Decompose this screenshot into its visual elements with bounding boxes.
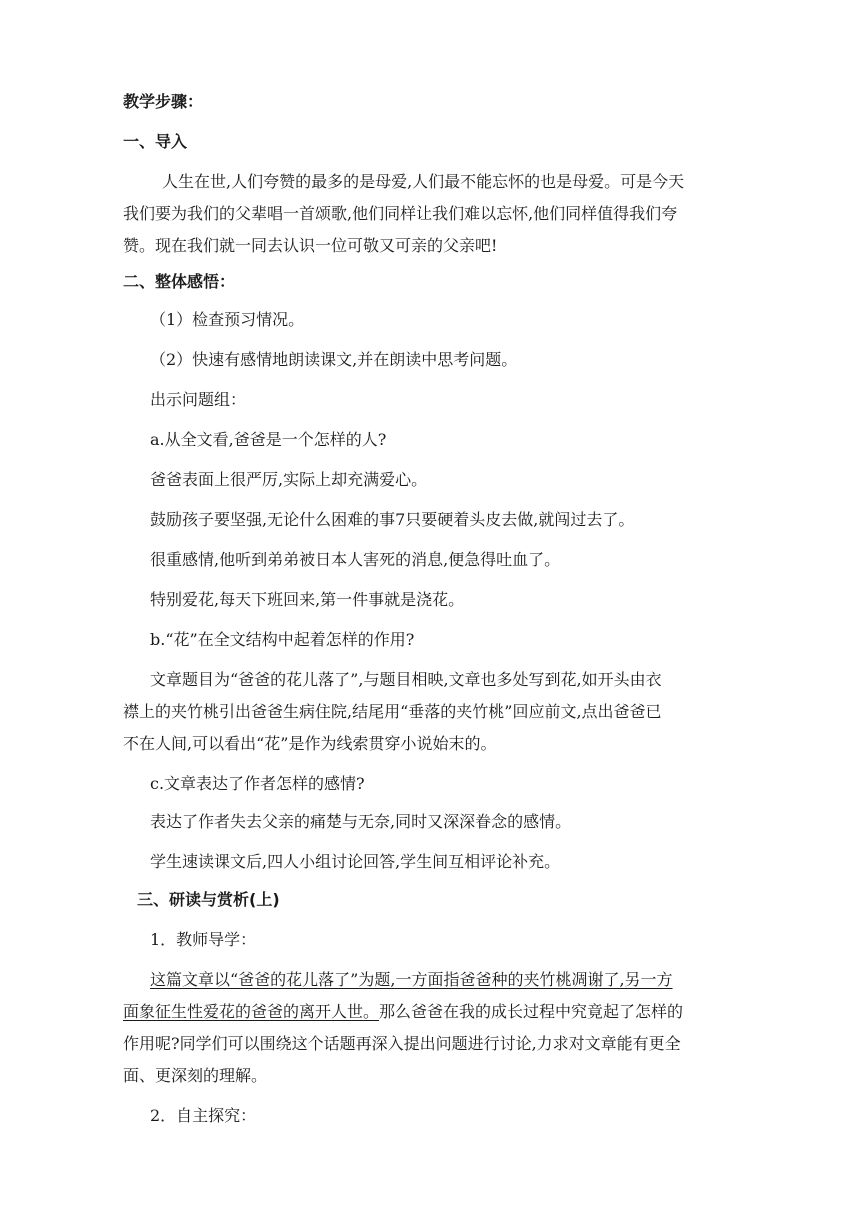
- section-3-title: 三、研读与赏析(上): [137, 890, 280, 909]
- step-2-self-exploration: 2．自主探究：: [150, 1106, 257, 1125]
- section-1-para-line-2: 我们要为我们的父辈唱一首颂歌,他们同样让我们难以忘怀,他们同样值得我们夸: [123, 204, 678, 223]
- section-1-para-line-1: 人生在世,人们夸赞的最多的是母爱,人们最不能忘怀的也是母爱。可是今天: [162, 172, 685, 191]
- question-c-answer: 表达了作者失去父亲的痛楚与无奈,同时又深深眷念的感情。: [150, 812, 572, 831]
- question-b-answer-line-2: 襟上的夹竹桃引出爸爸生病住院,结尾用“垂落的夹竹桃”回应前文,点出爸爸已: [123, 702, 662, 721]
- question-a: a.从全文看,爸爸是一个怎样的人?: [150, 430, 387, 449]
- question-b: b.“花”在全文结构中起着怎样的作用?: [150, 630, 415, 649]
- guide-para-line-3: 作用呢?同学们可以围绕这个话题再深入提出问题进行讨论,力求对文章能有更全: [123, 1034, 681, 1053]
- question-a-answer-3: 很重感情,他听到弟弟被日本人害死的消息,便急得吐血了。: [150, 550, 561, 569]
- show-questions-label: 出示问题组：: [150, 390, 247, 409]
- section-2-item-2: （2）快速有感情地朗读课文,并在朗读中思考问题。: [150, 350, 518, 369]
- step-1-teacher-guide: 1．教师导学：: [150, 930, 257, 949]
- heading-teaching-steps: 教学步骤：: [123, 92, 204, 111]
- section-2-item-1: （1）检查预习情况。: [150, 310, 305, 329]
- guide-para-line-2-rest: 那么爸爸在我的成长过程中究竟起了怎样的: [379, 1002, 684, 1021]
- guide-para-line-1: 这篇文章以“爸爸的花儿落了”为题,一方面指爸爸种的夹竹桃凋谢了,另一方: [150, 970, 673, 989]
- guide-para-line-2-underlined: 面象征生性爱花的爸爸的离开人世。: [123, 1002, 380, 1021]
- section-1-para-line-3: 赞。现在我们就一同去认识一位可敬又可亲的父亲吧!: [123, 236, 498, 255]
- section-1-title: 一、导入: [123, 132, 188, 151]
- question-a-answer-1: 爸爸表面上很严厉,实际上却充满爱心。: [150, 470, 428, 489]
- guide-para-line-2: [123, 1002, 683, 1022]
- section-2-title: 二、整体感悟：: [123, 272, 236, 291]
- discussion-note: 学生速读课文后,四人小组讨论回答,学生间互相评论补充。: [150, 852, 561, 871]
- question-b-answer-line-3: 不在人间,可以看出“花”是作为线索贯穿小说始末的。: [123, 734, 497, 753]
- question-b-answer-line-1: 文章题目为“爸爸的花儿落了”,与题目相映,文章也多处写到花,如开头由衣: [150, 670, 662, 689]
- guide-para-line-4: 面、更深刻的理解。: [123, 1066, 268, 1085]
- question-a-answer-4: 特别爱花,每天下班回来,第一件事就是浇花。: [150, 590, 465, 609]
- question-c: c.文章表达了作者怎样的感情?: [150, 774, 365, 793]
- question-a-answer-2: 鼓励孩子要坚强,无论什么困难的事7只要硬着头皮去做,就闯过去了。: [150, 510, 635, 529]
